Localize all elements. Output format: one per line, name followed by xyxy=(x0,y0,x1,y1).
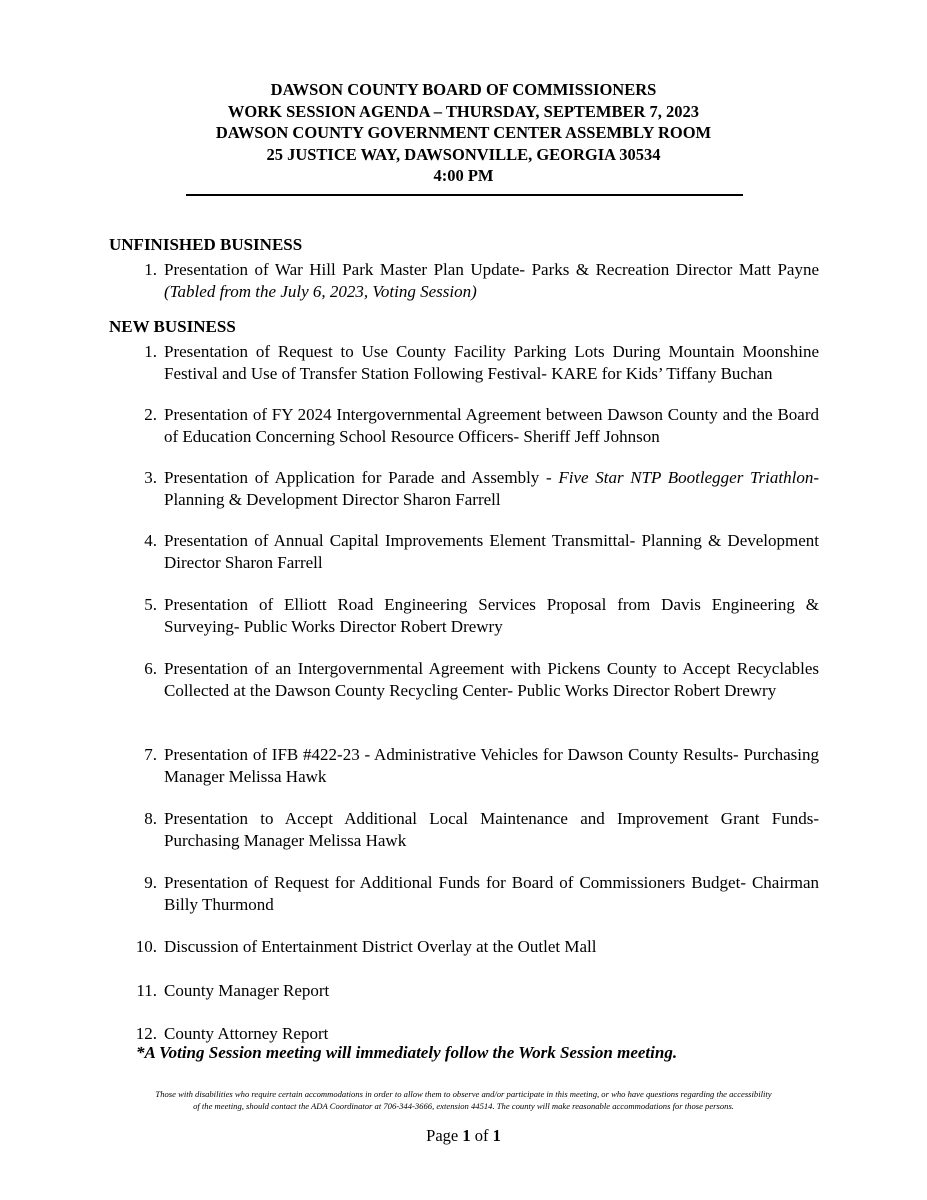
item-number: 1. xyxy=(144,260,157,279)
item-text: County Manager Report xyxy=(164,981,330,1000)
agenda-item xyxy=(109,808,819,852)
item-number: 10. xyxy=(135,937,157,956)
item-text: Presentation of Elliott Road Engineering Services Proposal from Davis Engineering & Surveying- Public Works Director Robert Drewry xyxy=(164,595,819,636)
section-title-unfinished: UNFINISHED BUSINESS xyxy=(109,235,303,254)
header-agenda-title: WORK SESSION AGENDA – THURSDAY, SEPTEMBER 7, 2023 xyxy=(227,101,700,121)
accessibility-notice: Those with disabilities who require certain accommodations in order to allow them to observe and/or participate in this meeting, or who have questions regarding the accessibility of the meeting, should contact the ADA Coordinator at 706-344-3666, extension 44514. The county will make reasonable accommodations for those persons. xyxy=(155,1089,772,1111)
agenda-item xyxy=(109,872,819,916)
agenda-header xyxy=(0,79,927,187)
item-text: Presentation of War Hill Park Master Plan Update- Parks & Recreation Director Matt Payne (Tabled from the July 6, 2023, Voting Session) xyxy=(164,260,819,301)
item-number: 7. xyxy=(144,745,157,764)
agenda-item xyxy=(109,744,819,788)
item-text: Presentation of Annual Capital Improvements Element Transmittal- Planning & Development Director Sharon Farrell xyxy=(164,531,819,572)
agenda-item xyxy=(109,980,819,1002)
item-tabled-note: (Tabled from the July 6, 2023, Voting Session) xyxy=(164,282,477,301)
page-number: Page 1 of 1 xyxy=(426,1126,501,1145)
item-text: Presentation of Application for Parade and Assembly - Five Star NTP Bootlegger Triathlon- Planning & Development Director Sharon Farrell xyxy=(164,468,819,509)
agenda-item xyxy=(109,658,819,702)
voting-session-note: *A Voting Session meeting will immediately follow the Work Session meeting. xyxy=(136,1043,678,1062)
header-time: 4:00 PM xyxy=(433,166,494,185)
item-text: Presentation of an Intergovernmental Agreement with Pickens County to Accept Recyclables Collected at the Dawson County Recycling Center- Public Works Director Robert Drewry xyxy=(164,659,819,700)
item-text: Discussion of Entertainment District Overlay at the Outlet Mall xyxy=(164,937,597,956)
item-text: County Attorney Report xyxy=(164,1024,329,1043)
item-number: 12. xyxy=(135,1024,157,1043)
event-name: Five Star NTP Bootlegger Triathlon xyxy=(558,468,814,487)
item-number: 6. xyxy=(144,659,157,678)
header-board-name: DAWSON COUNTY BOARD OF COMMISSIONERS xyxy=(270,80,657,99)
item-number: 5. xyxy=(144,595,157,614)
item-number: 2. xyxy=(144,405,157,424)
header-address: 25 JUSTICE WAY, DAWSONVILLE, GEORGIA 30534 xyxy=(266,144,661,164)
item-number: 1. xyxy=(144,342,157,361)
item-text: Presentation of IFB #422-23 - Administrative Vehicles for Dawson County Results- Purchasing Manager Melissa Hawk xyxy=(164,745,819,786)
item-text: Presentation of FY 2024 Intergovernmental Agreement between Dawson County and the Board of Education Concerning School Resource Officers- Sheriff Jeff Johnson xyxy=(164,405,819,446)
agenda-item xyxy=(109,404,819,448)
agenda-item xyxy=(109,1023,819,1045)
item-number: 3. xyxy=(144,468,157,487)
item-text: Presentation of Request to Use County Facility Parking Lots During Mountain Moonshine Festival and Use of Transfer Station Following Festival- KARE for Kids’ Tiffany Buchan xyxy=(164,342,819,383)
agenda-item xyxy=(109,530,819,574)
agenda-item xyxy=(109,341,819,385)
agenda-item xyxy=(109,594,819,638)
agenda-item xyxy=(109,936,819,958)
section-title-new: NEW BUSINESS xyxy=(109,317,236,336)
item-number: 4. xyxy=(144,531,157,550)
item-text: Presentation of Request for Additional Funds for Board of Commissioners Budget- Chairman Billy Thurmond xyxy=(164,873,819,914)
item-text: Presentation to Accept Additional Local Maintenance and Improvement Grant Funds- Purchasing Manager Melissa Hawk xyxy=(164,809,819,850)
header-location: DAWSON COUNTY GOVERNMENT CENTER ASSEMBLY ROOM xyxy=(215,123,712,142)
item-number: 9. xyxy=(144,873,157,892)
item-number: 8. xyxy=(144,809,157,828)
item-number: 11. xyxy=(136,981,157,1000)
header-divider xyxy=(186,194,743,196)
agenda-item xyxy=(109,467,819,511)
agenda-item xyxy=(109,259,819,303)
